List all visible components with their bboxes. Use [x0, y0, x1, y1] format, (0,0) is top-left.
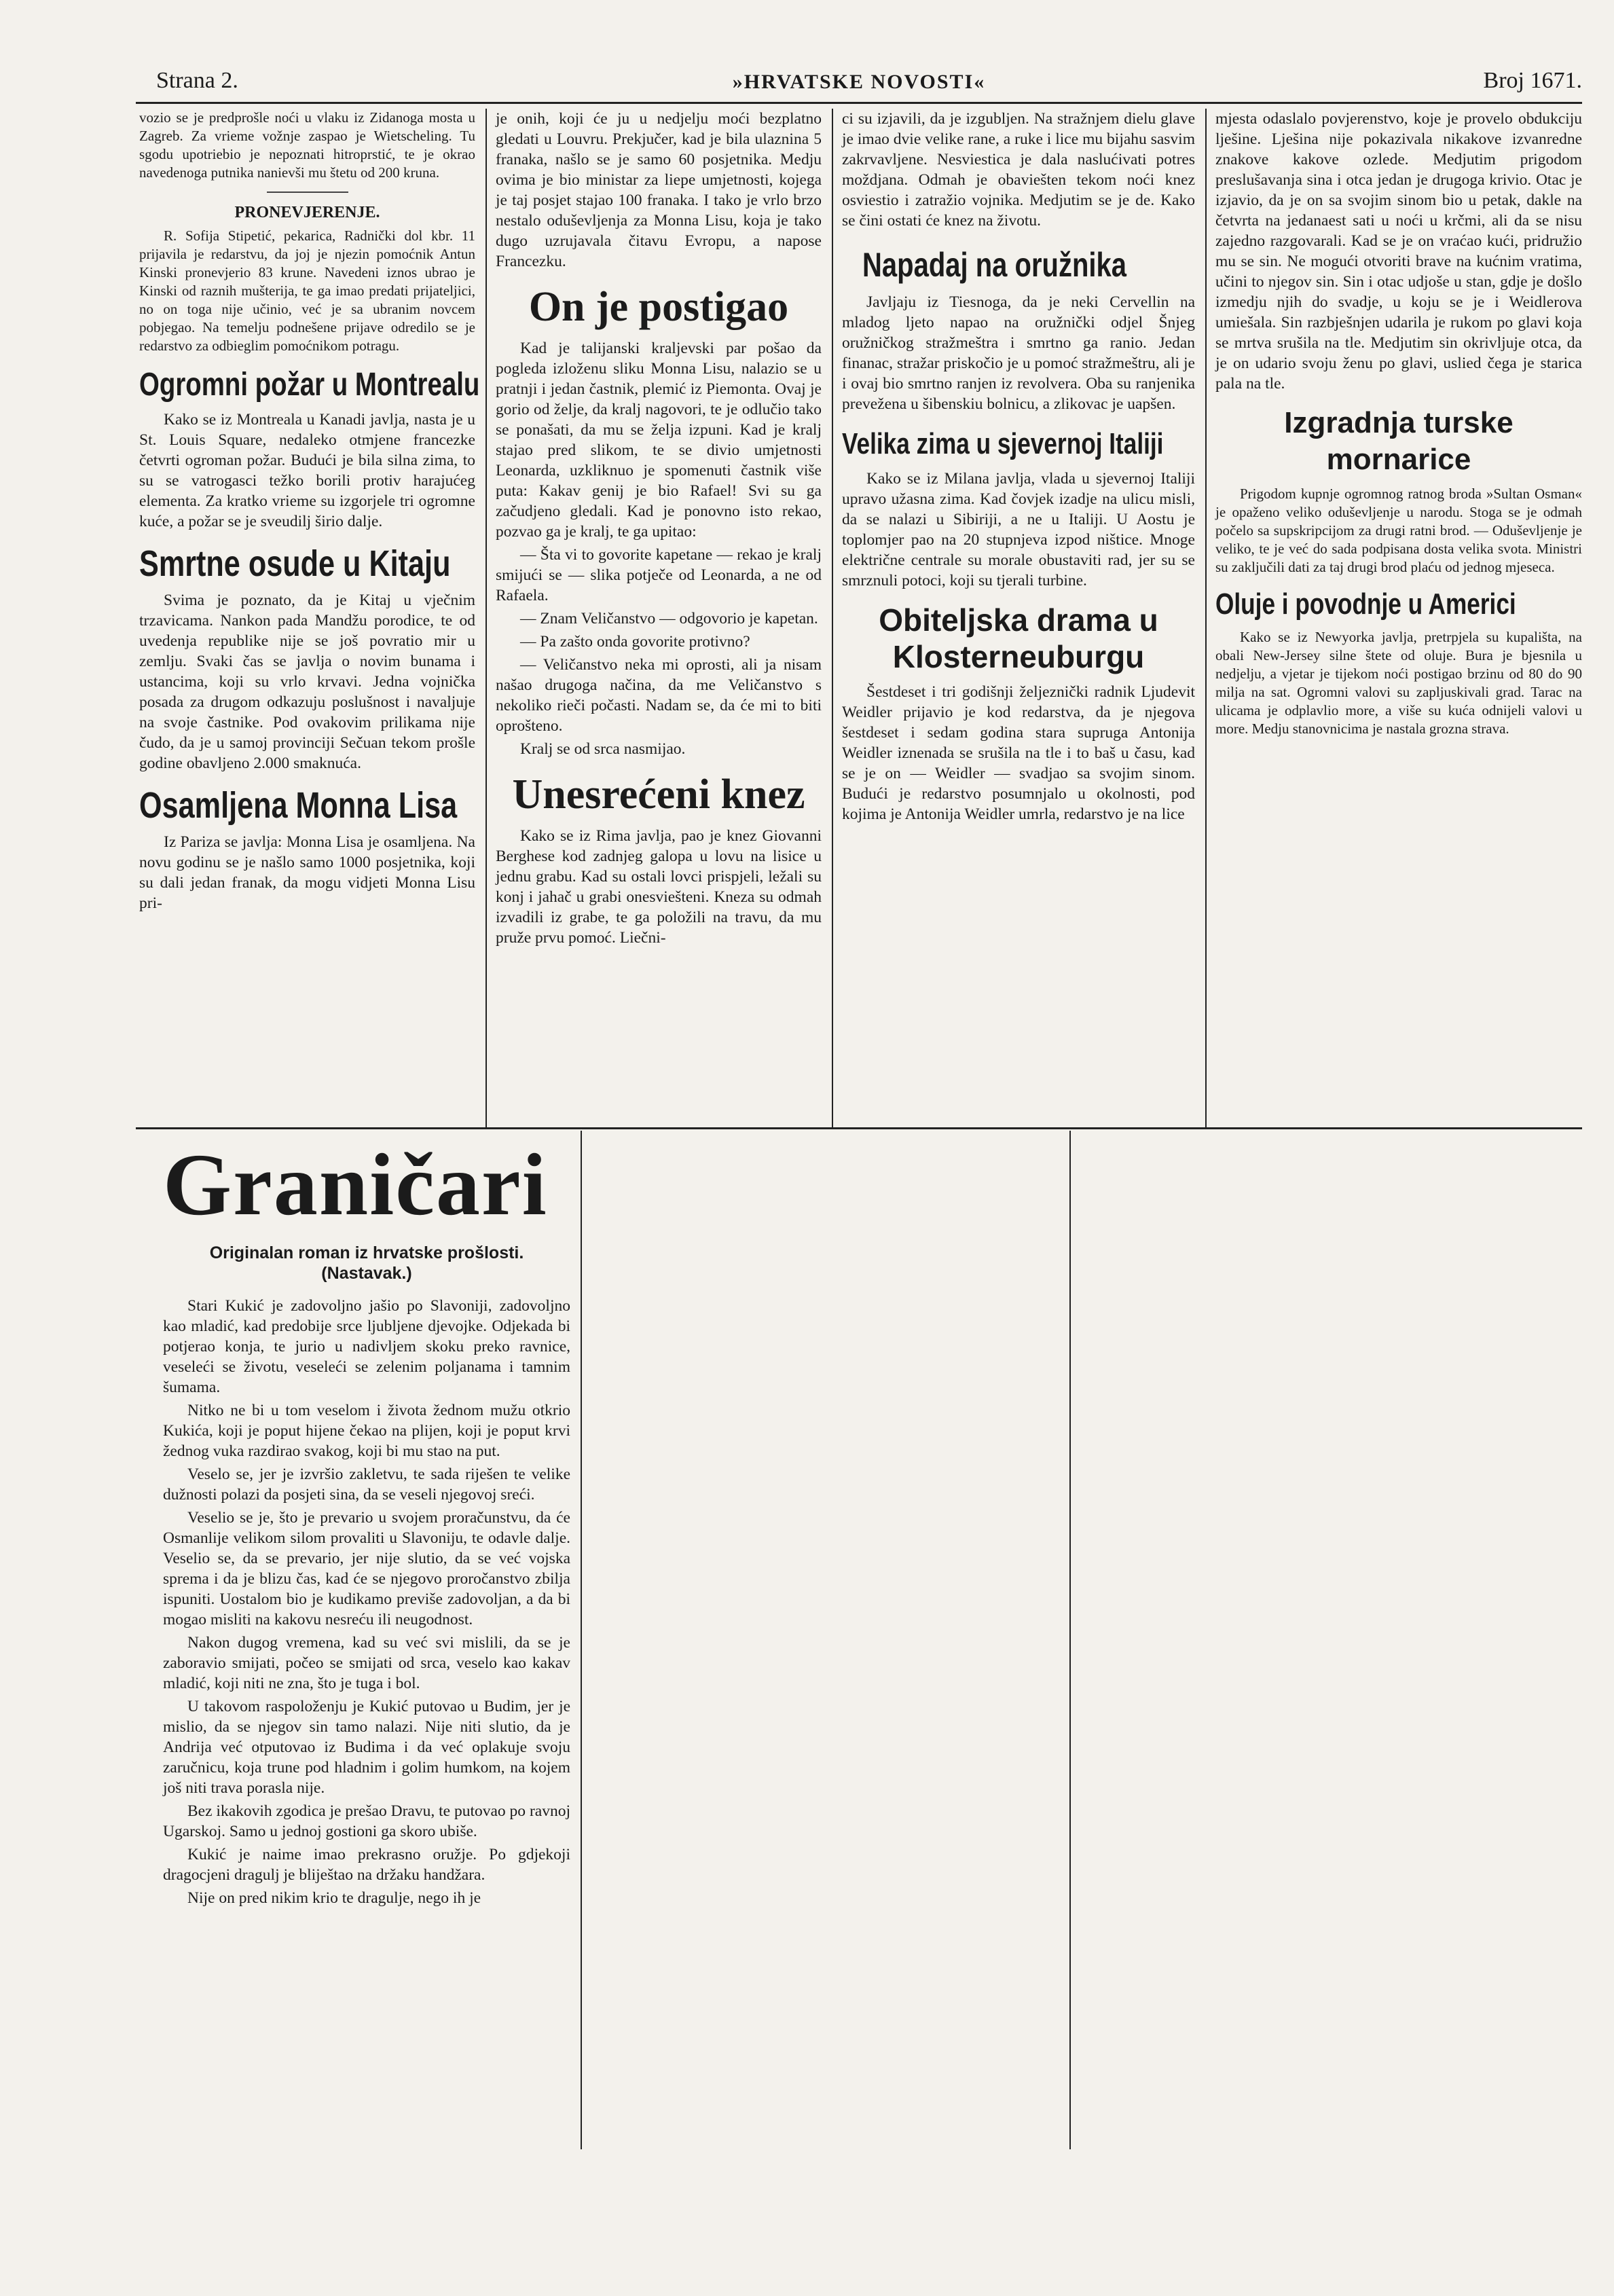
news-column-4 — [1215, 109, 1582, 741]
article-text: Kralj se od srca nasmijao. — [520, 740, 686, 758]
article-text: mjesta odaslalo povjerenstvo, koje je provelo obdukciju lješine. Lješina nije pokazivala nikakove izvanredne znakove kakove ozlede. Medjutim prigodom preslušavanja sina i otca jedan je drugoga krivio. Otac je izjavio, da je on sa svojim sinom bio u petak, dakle na četvrta na jedanaest sati u noći u krčmi, ali da se nisu zajedno razgovarali. Kad se je on vraćao kući, pridružio mu se sin. Ne mogući otvoriti brave na kućnim vratima, učini to njegov sin. Sin i otac udjoše u stan, gdje je došlo izmedju njih do svadje, u koju se je i Weidlerova umiešala. Sin razbješnjen udarila je rukom po glavi koja se mrtva srušila na tle. Medjutim sin okrivljuje otca, da je on udario svoju ženu po glavi, uslied čega je starica pala na tle. — [1215, 110, 1582, 393]
article-text: je onih, koji će ju u nedjelju moći bezplatno gledati u Louvru. Prekjučer, kad je bila ulaznina 5 franaka, našlo se je samo 60 posjetnika. Medju ovima je bio ministar za liepe umjetnosti, kojega je taj posjet stajao 100 franaka. I tako je vrlo brzo nestalo oduševljenja za Monna Lisu, koja je tako dugo uzrujavala čitavu Evropu, a napose Francezku. — [496, 110, 822, 270]
serial-paragraph: Veselo se, jer je izvršio zakletvu, te sada riješen te velike dužnosti polazi da posjeti sina, da se veseli njegovoj sreći. — [163, 1465, 570, 1504]
column-divider — [485, 109, 487, 1127]
masthead — [136, 68, 1582, 103]
article-text: Kako se iz Montreala u Kanadi javlja, nasta je u St. Louis Square, nedaleko otmjene francezke četvrti ogroman požar. Budući je bila silna zima, to su se vatrogasci težko borili protiv harajućeg elementa. Za kratko vrieme su izgorjele tri ogromne kuće, a požar se je sveudilj širio dalje. — [139, 411, 475, 530]
article-heading: Obiteljska drama u Klosterneuburgu — [879, 602, 1158, 674]
page-number: Strana 2. — [156, 68, 238, 93]
column-divider — [832, 109, 833, 1127]
article-heading: Osamljena Monna Lisa — [139, 785, 458, 826]
masthead-rule — [136, 102, 1582, 104]
article-text: R. Sofija Stipetić, pekarica, Radnički dol kbr. 11 prijavila je redarstvu, da joj je njezin pomoćnik Antun Kinski pronevjerio 83 krune. Navedeni iznos ubrao je Kinski od raznih mušterija, te ga imao predati prijateljici, no on toga nije učinio, već je sa ubranim novcem pobjegao. Na temelju podnešene prijave odredilo se je redarstvo za odbieglim pomoćnikom potragu. — [139, 227, 475, 354]
dialogue-line: — Znam Veličanstvo — odgovorio je kapetan. — [520, 610, 818, 627]
serial-paragraph: Nije on pred nikim krio te dragulje, nego ih je — [187, 1889, 481, 1907]
article-text: Šestdeset i tri godišnji željeznički radnik Ljudevit Weidler prijavio je kod redarstva, da je njegova šestdeset i sedam godina stara supruga Antonija Weidler iznenada se srušila na tle i to baš u času, kad se je on — Weidler — svadjao sa svojim sinom. Budući je redarstvo posumnjalo u okolnosti, pod kojima je Antonija Weidler umrla, redarstvo je na lice — [842, 683, 1195, 823]
serial-paragraph: Kukić je naime imao prekrasno oružje. Po gdjekoji dragocjeni dragulj je bliještao na držaku handžara. — [163, 1846, 570, 1884]
article-text: Iz Pariza se javlja: Monna Lisa je osamljena. Na novu godinu se je našlo samo 1000 posjetnika, koji su dali jedan franak, da mogu vidjeti Monna Lisu pri- — [139, 833, 475, 912]
article-text: Prigodom kupnje ogromnog ratnog broda »Sultan Osman« je opaženo veliko oduševljenje u narodu. Stoga se je odmah počelo sa supskripcijom za drugi ratni brod. — Oduševljenje je veliko, te je već do sada podpisana dosta velika svota. Ministri su zaključili dati za taj drugi brod plaću od jednog mjeseca. — [1215, 486, 1582, 575]
serial-paragraph: Veselio se je, što je prevario u svojem proračunstvu, da će Osmanlije velikom silom provaliti u Slavoniju, te odavle dalje. Veselio se, da se prevario, jer nije slutio, da se već vojska sprema i da je blizu čas, kad će se njegovo proročanstvo zbilja ispuniti. Uostalom bio je kudikamo previše zadovoljan, a da bi mogao misliti na kakovu nesreću ili neugodnost. — [163, 1509, 570, 1628]
news-column-1 — [139, 109, 480, 916]
serial-paragraph: Bez ikakovih zgodica je prešao Dravu, te putovao po ravnoj Ugarskoj. Samo u jednoj gostioni ga skoro ubiše. — [163, 1802, 570, 1840]
serial-column-1 — [163, 1134, 570, 1911]
section-rule — [136, 1127, 1582, 1129]
article-separator — [267, 192, 348, 193]
article-heading: On je postigao — [528, 284, 789, 330]
column-divider — [581, 1131, 582, 2149]
news-column-3 — [842, 109, 1195, 827]
article-heading: Unesrećeni knez — [512, 771, 805, 818]
article-text: Javljaju iz Tiesnoga, da je neki Cervellin na mladog ljeto napao na oružnički odjel Šnjeg oružničkog stražmeštra i smrtno ga ranio. Jedan finanac, stražar priskočio je u pomoć stražmeštru, ali je i ovaj bio smrtno ranjen iz revolvera. Oba su ranjenika prevežena u šibenskiu bolnicu, a zlikovac je uapšen. — [842, 293, 1195, 413]
article-text: ci su izjavili, da je izgubljen. Na stražnjem dielu glave je imao dvie velike rane, a ruke i lice mu bijahu sasvim zakrvavljene. Nesviestica je dala naslućivati potres moždjana. Odmah je obaviešten tekom noći knez osviestio i zatražio vojnika. Medjutim se je de. Kako se čini ostati će knez na životu. — [842, 110, 1195, 230]
article-heading: Napadaj na oružnika — [862, 246, 1126, 284]
issue-number: Broj 1671. — [1483, 68, 1582, 93]
serial-continuation: (Nastavak.) — [321, 1264, 412, 1283]
serial-title: Graničari — [163, 1136, 548, 1234]
column-divider — [1205, 109, 1207, 1127]
dialogue-line: — Pa zašto onda govorite protivno? — [520, 633, 750, 651]
dialogue-line: — Šta vi to govorite kapetane — rekao je kralj smijući se — slika potječe od Leonarda, a ne od Rafaela. — [496, 546, 822, 604]
paper-title: »HRVATSKE NOVOSTI« — [732, 71, 986, 93]
article-heading: Izgradnja turske mornarice — [1284, 406, 1514, 476]
serial-paragraph: Nakon dugog vremena, kad su već svi mislili, da se je zaboravio smijati, počeo se smijati od srca, veselo kao kakav mladić, koji niti ne zna, što je tuga i bol. — [163, 1634, 570, 1692]
serial-paragraph: U takovom raspoloženju je Kukić putovao u Budim, jer je mislio, da se njegov sin tamo nalazi. Nije niti slutio, da je Andrija već otputovao iz Budima i da već oplakuje svoju zaručnicu, koja trune pod hladnim i golim humkom, na kojem još niti trava porasla nije. — [163, 1698, 570, 1797]
article-text: Kad je talijanski kraljevski par pošao da pogleda izloženu sliku Monna Lisu, nalazio se u pratnji i jedan častnik, plemić iz Piemonta. Ovaj je gorio od želje, da kralj nagovori, te je odlučio tako se ponašati, da mu se želja izpuni. Kad je kralj stajao pred slikom, te se divio umjetnosti Leonarda, uzkliknuo je spomenuti častnik više puta: Kakav genij je bio Rafael! Svi su ga začudjeno gledali. Kad je ponovno isto rekao, pozvao ga je kralj, te ga upitao: — [496, 340, 822, 541]
serial-subtitle: Originalan roman iz hrvatske prošlosti. — [209, 1243, 524, 1262]
column-divider — [1069, 1131, 1071, 2149]
article-heading: PRONEVJERENJE. — [234, 204, 380, 221]
article-text: Kako se iz Milana javlja, vlada u sjevernoj Italiji upravo užasna zima. Kad čovjek izadje na ulicu misli, da se nalazi u Sibiriji, a ne u Italiji. U Aostu je toplomjer pao na 20 stupnjeva izpod ništice. Mnoge električne centrale su morale obustaviti rad, jer su se smrznuli potoci, koji su tjerali turbine. — [842, 470, 1195, 589]
article-heading: Ogromni požar u Montrealu — [139, 367, 480, 403]
article-text: vozio se je predprošle noći u vlaku iz Zidanoga mosta u Zagreb. Za vrieme vožnje zaspao je Wietscheling. Tu sgodu upotriebio je nepoznati hitroprstić, te je okrao navedenoga putnika nanievši mu štetu od 200 kruna. — [139, 109, 475, 181]
article-text: Kako se iz Newyorka javlja, pretrpjela su kupališta, na obali New-Jersey silne štete od oluje. Bura je bjesnila u nedjelju, a vjetar je tijekom noći postigao brzinu od 80 do 90 milja na sat. Ogromni valovi su zapljuskivali grad. Tarac na ulicama je odplavlio more, a više su kuća odnijeli valovi u more. Medju stanovnicima je nastala grozna strava. — [1215, 629, 1582, 737]
serial-paragraph: Nitko ne bi u tom veselom i života žednom mužu otkrio Kukića, koji je poput hijene čekao na plijen, koji je poput krvi žednog vuka razdirao svakog, koji bi mu stao na put. — [163, 1402, 570, 1460]
article-text: Svima je poznato, da je Kitaj u vječnim trzavicama. Nankon pada Mandžu porodice, te od uvedenja republike nije se još povratio mir u zemlju. Svaki čas se javlja o novim bunama i ustancima, koji su vrlo krvavi. Jedna vojnička posada za drugom odkazuju poslušnost i navaljuje na svoje častnike. Pod ovakovim prilikama nije čudo, da je u samoj provinciji Sečuan tekom prošle godine obavljeno 2.000 smaknuća. — [139, 591, 475, 772]
article-heading: Velika zima u sjevernoj Italiji — [842, 427, 1164, 460]
article-text: Kako se iz Rima javlja, pao je knez Giovanni Berghese kod zadnjeg galopa u lovu na lisice u jednu grabu. Kad su ostali lovci prispjeli, ležali su konj i jahač u grabi onesviešteni. Kneza su odmah izvadili iz grabe, te ga položili na travu, da mu pruže prvu pomoć. Liečni- — [496, 827, 822, 947]
dialogue-line: — Veličanstvo neka mi oprosti, ali ja nisam našao drugoga načina, da me Veličanstvo s nekoliko rieči počasti. Nadam se, da će mi to biti oprošteno. — [496, 656, 822, 735]
article-heading: Smrtne osude u Kitaju — [139, 543, 451, 584]
article-heading: Oluje i povodnje u Americi — [1215, 587, 1516, 621]
serial-paragraph: Stari Kukić je zadovoljno jašio po Slavoniji, zadovoljno kao mladić, kad predobije srce ljubljene djevojke. Odjekada bi potjerao konja, te jurio u nadivljem skoku preko ravnice, veseleći se životu, veseleći se zelenim poljanama i tamnim šumama. — [163, 1297, 570, 1396]
news-column-2 — [496, 109, 822, 951]
